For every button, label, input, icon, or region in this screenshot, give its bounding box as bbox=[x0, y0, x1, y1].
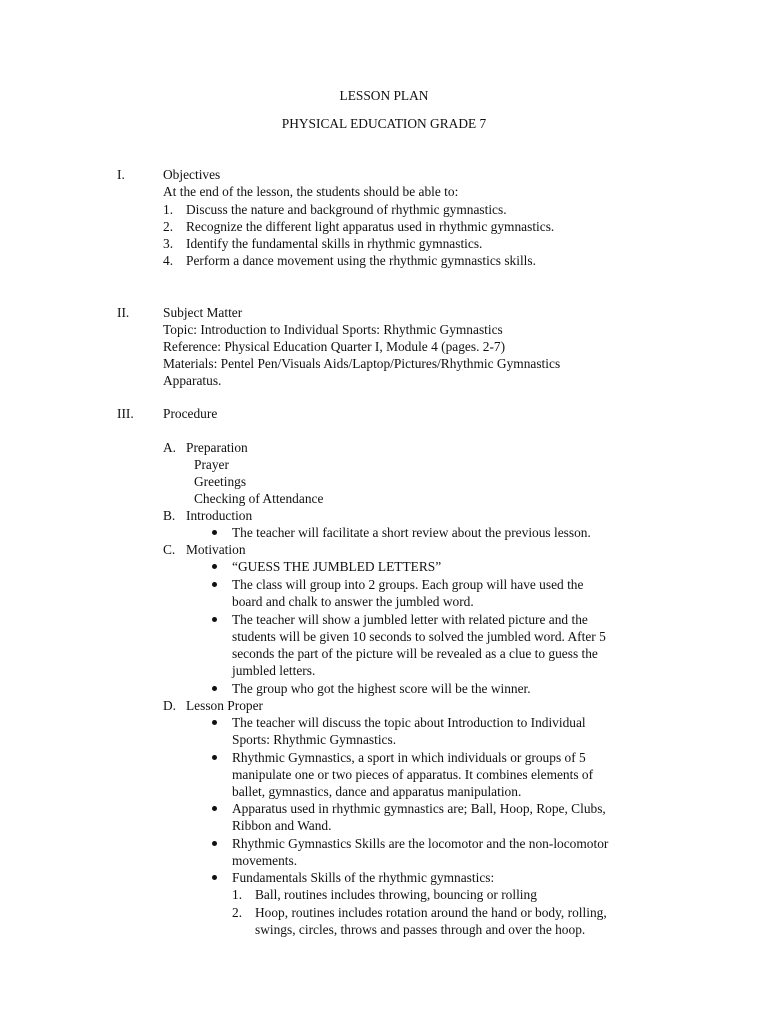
bullet-text-cont: movements. bbox=[232, 853, 298, 868]
subject-reference: Reference: Physical Education Quarter I, Module 4 (pages. 2-7) bbox=[163, 339, 506, 354]
bullet-text-cont: Sports: Rhythmic Gymnastics. bbox=[232, 732, 397, 747]
list-item: Hoop, routines includes rotation around the hand or body, rolling, bbox=[255, 905, 607, 920]
subject-materials-cont: Apparatus. bbox=[163, 373, 222, 388]
bullet-text-cont: seconds the part of the picture will be revealed as a clue to guess the bbox=[232, 646, 598, 661]
subsection-title: Lesson Proper bbox=[186, 698, 263, 713]
section-heading: Procedure bbox=[163, 406, 218, 421]
bullet-text: The class will group into 2 groups. Each group will have used the bbox=[232, 577, 584, 592]
subsection-title: Introduction bbox=[186, 508, 253, 523]
bullet-text: The teacher will show a jumbled letter with related picture and the bbox=[232, 612, 588, 627]
subject-materials: Materials: Pentel Pen/Visuals Aids/Laptop/Pictures/Rhythmic Gymnastics bbox=[163, 356, 561, 371]
bullet-text: The group who got the highest score will be the winner. bbox=[232, 681, 531, 696]
list-item: Checking of Attendance bbox=[194, 491, 324, 506]
bullet-text: Rhythmic Gymnastics Skills are the locomotor and the non-locomotor bbox=[232, 836, 609, 851]
bullet-text-cont: manipulate one or two pieces of apparatus. It combines elements of bbox=[232, 767, 594, 782]
list-number: 1. bbox=[232, 887, 243, 902]
section-heading: Objectives bbox=[163, 167, 221, 182]
bullet-icon bbox=[212, 720, 217, 725]
objectives-intro: At the end of the lesson, the students should be able to: bbox=[163, 184, 459, 199]
bullet-icon bbox=[212, 582, 217, 587]
list-item: Discuss the nature and background of rhythmic gymnastics. bbox=[186, 202, 507, 217]
subsection-letter: B. bbox=[163, 508, 176, 523]
list-item-cont: swings, circles, throws and passes through and over the hoop. bbox=[255, 922, 586, 937]
roman-numeral: II. bbox=[117, 305, 130, 320]
bullet-text: The teacher will facilitate a short review about the previous lesson. bbox=[232, 525, 591, 540]
bullet-text: Fundamentals Skills of the rhythmic gymnastics: bbox=[232, 870, 495, 885]
bullet-text-cont: ballet, gymnastics, dance and apparatus manipulation. bbox=[232, 784, 522, 799]
list-item: Prayer bbox=[194, 457, 229, 472]
roman-numeral: I. bbox=[117, 167, 125, 182]
list-number: 4. bbox=[163, 253, 174, 268]
subsection-title: Preparation bbox=[186, 440, 248, 455]
subsection-title: Motivation bbox=[186, 542, 246, 557]
list-item: Perform a dance movement using the rhythmic gymnastics skills. bbox=[186, 253, 536, 268]
list-number: 2. bbox=[232, 905, 243, 920]
list-number: 3. bbox=[163, 236, 174, 251]
bullet-text: The teacher will discuss the topic about Introduction to Individual bbox=[232, 715, 586, 730]
bullet-text: Rhythmic Gymnastics, a sport in which individuals or groups of 5 bbox=[232, 750, 586, 765]
subsection-letter: A. bbox=[163, 440, 177, 455]
subject-topic: Topic: Introduction to Individual Sports: Rhythmic Gymnastics bbox=[163, 322, 503, 337]
bullet-icon bbox=[212, 686, 217, 691]
bullet-icon bbox=[212, 530, 217, 535]
document-title: LESSON PLAN bbox=[339, 88, 429, 103]
list-item: Identify the fundamental skills in rhythmic gymnastics. bbox=[186, 236, 483, 251]
bullet-text-cont: Ribbon and Wand. bbox=[232, 818, 332, 833]
bullet-icon bbox=[212, 875, 217, 880]
bullet-icon bbox=[212, 617, 217, 622]
bullet-text-cont: board and chalk to answer the jumbled word. bbox=[232, 594, 474, 609]
bullet-text: Apparatus used in rhythmic gymnastics are; Ball, Hoop, Rope, Clubs, bbox=[232, 801, 606, 816]
bullet-icon bbox=[212, 755, 217, 760]
section-heading: Subject Matter bbox=[163, 305, 243, 320]
bullet-icon bbox=[212, 564, 217, 569]
list-number: 1. bbox=[163, 202, 174, 217]
bullet-icon bbox=[212, 806, 217, 811]
bullet-text: “GUESS THE JUMBLED LETTERS” bbox=[232, 559, 442, 574]
subsection-letter: C. bbox=[163, 542, 176, 557]
list-item: Recognize the different light apparatus used in rhythmic gymnastics. bbox=[186, 219, 555, 234]
document-subtitle: PHYSICAL EDUCATION GRADE 7 bbox=[281, 116, 487, 131]
bullet-text-cont: jumbled letters. bbox=[232, 663, 316, 678]
list-item: Greetings bbox=[194, 474, 247, 489]
list-item: Ball, routines includes throwing, bouncing or rolling bbox=[255, 887, 537, 902]
subsection-letter: D. bbox=[163, 698, 177, 713]
roman-numeral: III. bbox=[117, 406, 134, 421]
bullet-text-cont: students will be given 10 seconds to solved the jumbled word. After 5 bbox=[232, 629, 606, 644]
list-number: 2. bbox=[163, 219, 174, 234]
bullet-icon bbox=[212, 841, 217, 846]
